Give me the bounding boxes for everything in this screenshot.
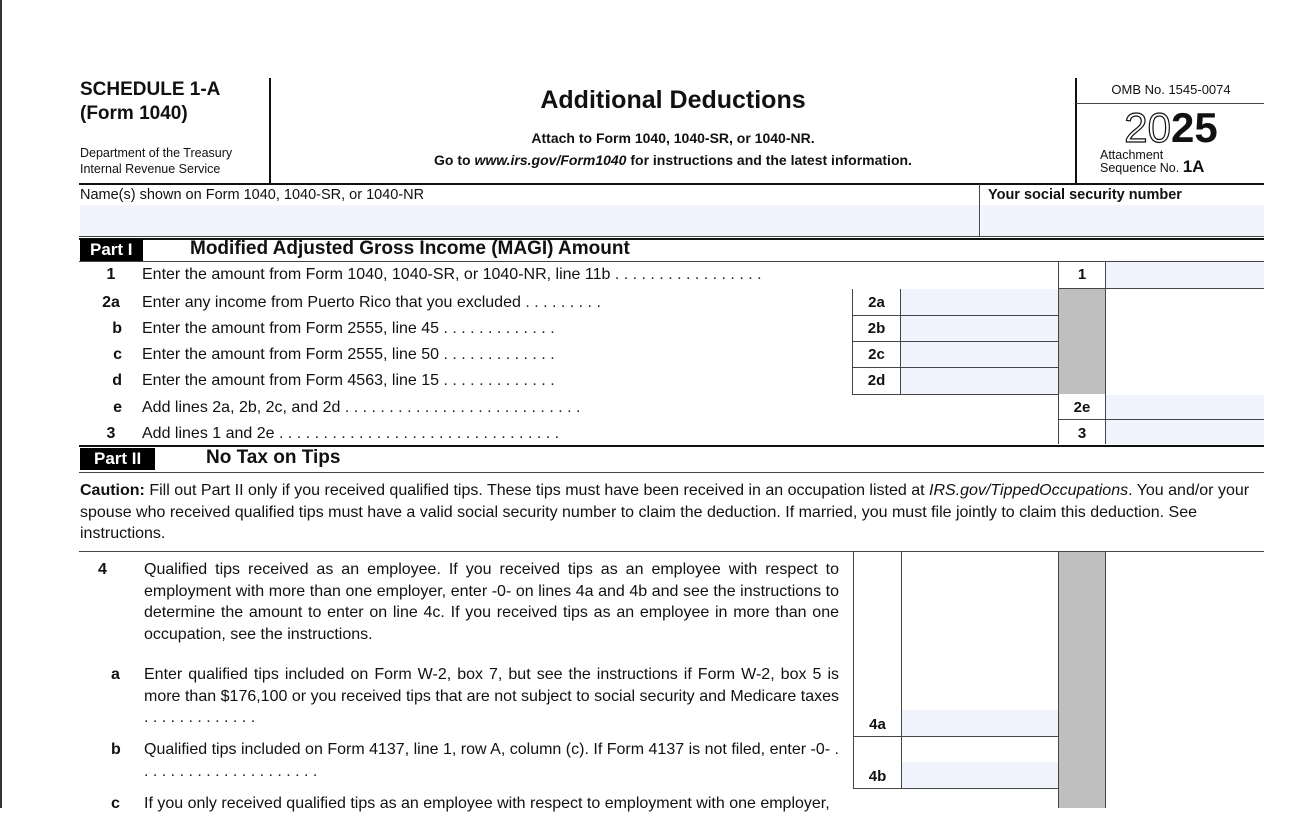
form-title: Additional Deductions xyxy=(540,86,806,114)
box-label-3: 3 xyxy=(1077,425,1087,442)
sequence-label: Sequence No. xyxy=(1100,161,1183,175)
caution-text: . You and/or your spouse who received qualified tips must have a valid social security number to claim the deduction. If married, you must file jointly to claim this deduction. See instructions. xyxy=(80,482,1250,542)
line-number: 2a xyxy=(102,294,120,311)
dot-leader: . . . . . . . . . . . . . xyxy=(443,372,555,389)
box-label-1: 1 xyxy=(1077,266,1087,283)
line-2a xyxy=(80,293,601,313)
line-number: b xyxy=(112,320,122,337)
line-4c-text: If you only received qualified tips as an employee with respect to employment with one employer, xyxy=(144,795,830,812)
shaded-cell xyxy=(1059,289,1105,394)
box-label-2a: 2a xyxy=(868,294,885,311)
line-4b-input[interactable] xyxy=(902,762,1058,788)
line-3-input[interactable] xyxy=(1106,420,1264,444)
inner-box-mid-rule xyxy=(901,552,902,788)
shade-right-rule xyxy=(1105,552,1106,808)
shaded-column xyxy=(1059,552,1105,808)
box-label-2e: 2e xyxy=(1073,399,1091,416)
line-2e-input[interactable] xyxy=(1106,395,1264,419)
line-2b xyxy=(80,319,555,339)
tax-year xyxy=(1078,106,1264,150)
line-1 xyxy=(80,265,762,285)
box-label-4b: 4b xyxy=(868,768,887,785)
line-4b-number: b xyxy=(111,741,121,758)
line-text: Enter the amount from Form 2555, line 50 xyxy=(142,346,440,363)
dot-leader: . . . . . . . . . . . . . . . . . . . . . . . . . . . . . . . . xyxy=(279,425,560,442)
line-number: 3 xyxy=(106,425,116,442)
shade-left-rule xyxy=(1058,552,1059,808)
line-text: Enter qualified tips included on Form W-2, box 7, but see the instructions if Form W-2, box 5 is more than $176,100 or you received tips that are not subject to social security and Medicare taxes xyxy=(144,666,839,705)
box-label-2b: 2b xyxy=(867,320,886,337)
goto-prefix: Go to xyxy=(434,152,475,168)
part1-tag: Part I xyxy=(80,239,143,261)
ssn-input[interactable] xyxy=(981,205,1264,236)
box-label-4a: 4a xyxy=(869,716,886,733)
year-outline: 20 xyxy=(1124,104,1171,151)
line-4a-number: a xyxy=(111,666,120,683)
line-4a-input[interactable] xyxy=(902,710,1058,736)
line-number: c xyxy=(113,346,122,363)
dot-leader: . . . . . . . . . . . . . . . . . . . . . xyxy=(144,741,840,780)
schedule-id xyxy=(80,78,220,126)
rule xyxy=(853,736,1058,737)
rule xyxy=(852,394,1058,395)
line-4-text: Qualified tips received as an employee. If you received tips as an employee with respect to employment with more than one employer, enter -0- on lines 4a and 4b and see the instructions to determine the amount to enter on line 4c. If you received tips as an employee in more than one occupation, see the instructions. xyxy=(144,561,839,643)
line-1-input[interactable] xyxy=(1106,262,1264,288)
line-text: Qualified tips included on Form 4137, line 1, row A, column (c). If Form 4137 is not filed, enter -0- xyxy=(144,741,831,758)
department xyxy=(80,145,232,177)
line-3 xyxy=(80,424,559,444)
name-input[interactable] xyxy=(80,205,979,236)
attach-instruction: Attach to Form 1040, 1040-SR, or 1040-NR. xyxy=(531,130,815,146)
header-bottom-rule xyxy=(79,183,1264,185)
page-edge xyxy=(0,0,2,808)
line-2e xyxy=(80,398,580,418)
sequence-number: 1A xyxy=(1182,157,1205,176)
line-2a-input[interactable] xyxy=(901,289,1058,315)
line-2d-input[interactable] xyxy=(901,368,1058,394)
line-text: Add lines 2a, 2b, 2c, and 2d xyxy=(142,399,341,416)
part1-title: Modified Adjusted Gross Income (MAGI) Amount xyxy=(190,238,630,259)
inner-box-left-rule xyxy=(853,552,854,788)
rule xyxy=(853,788,1058,789)
schedule-form: (Form 1040) xyxy=(80,103,188,124)
box-label-2d: 2d xyxy=(867,372,886,389)
tipped-occupations-link[interactable]: IRS.gov/TippedOccupations xyxy=(929,482,1129,499)
line-text: Add lines 1 and 2e xyxy=(142,425,275,442)
header-divider-right xyxy=(1075,78,1077,183)
line-2c-input[interactable] xyxy=(901,342,1058,367)
line-text: Enter any income from Puerto Rico that you excluded xyxy=(142,294,521,311)
irs-link[interactable]: www.irs.gov/Form1040 xyxy=(474,152,627,168)
omb-number: OMB No. 1545-0074 xyxy=(1111,82,1231,97)
line-4-number: 4 xyxy=(98,561,107,578)
goto-suffix: for instructions and the latest information. xyxy=(626,152,912,168)
line-text: Enter the amount from Form 1040, 1040-SR, or 1040-NR, line 11b xyxy=(142,266,611,283)
box-label-2c: 2c xyxy=(868,346,885,363)
dot-leader: . . . . . . . . . . . . . . . . . xyxy=(614,266,762,283)
part1-title-rule xyxy=(79,261,1264,262)
line-text: Enter the amount from Form 4563, line 15 xyxy=(142,372,440,389)
ssn-divider xyxy=(979,184,980,236)
name-label: Name(s) shown on Form 1040, 1040-SR, or 1040-NR xyxy=(80,187,425,203)
dept-line1: Department of the Treasury xyxy=(80,146,233,160)
caution-text: Fill out Part II only if you received qualified tips. These tips must have been received in an occupation listed at xyxy=(144,482,930,499)
dot-leader: . . . . . . . . . . . . . xyxy=(443,320,555,337)
dot-leader: . . . . . . . . . . . . . xyxy=(443,346,555,363)
part2-title: No Tax on Tips xyxy=(206,447,341,468)
line-2c xyxy=(80,345,555,365)
line-4c-number: c xyxy=(111,795,120,812)
schedule-name: SCHEDULE 1-A xyxy=(80,79,221,100)
dot-leader: . . . . . . . . . . . . . xyxy=(144,709,256,726)
dept-line2: Internal Revenue Service xyxy=(80,162,221,176)
line-number: d xyxy=(112,372,122,389)
dot-leader: . . . . . . . . . xyxy=(525,294,601,311)
dot-leader: . . . . . . . . . . . . . . . . . . . . . . . . . . . xyxy=(344,399,581,416)
caution-note xyxy=(80,480,1260,545)
part2-tag: Part II xyxy=(80,448,155,470)
line-4b-text xyxy=(144,739,839,782)
caution-label: Caution: xyxy=(80,482,145,499)
line-2d xyxy=(80,371,555,391)
name-bottom-rule xyxy=(79,236,1264,237)
line-number: e xyxy=(113,399,122,416)
line-2b-input[interactable] xyxy=(901,316,1058,341)
part2-title-rule xyxy=(79,472,1264,473)
line-4a-text xyxy=(144,664,839,729)
line-text: Enter the amount from Form 2555, line 45 xyxy=(142,320,440,337)
ssn-label: Your social security number xyxy=(988,187,1182,203)
year-solid: 25 xyxy=(1171,104,1218,151)
line-number: 1 xyxy=(106,266,116,283)
attachment-label: Attachment xyxy=(1100,148,1164,162)
attachment-sequence xyxy=(1100,149,1204,174)
goto-instruction xyxy=(270,152,1076,168)
